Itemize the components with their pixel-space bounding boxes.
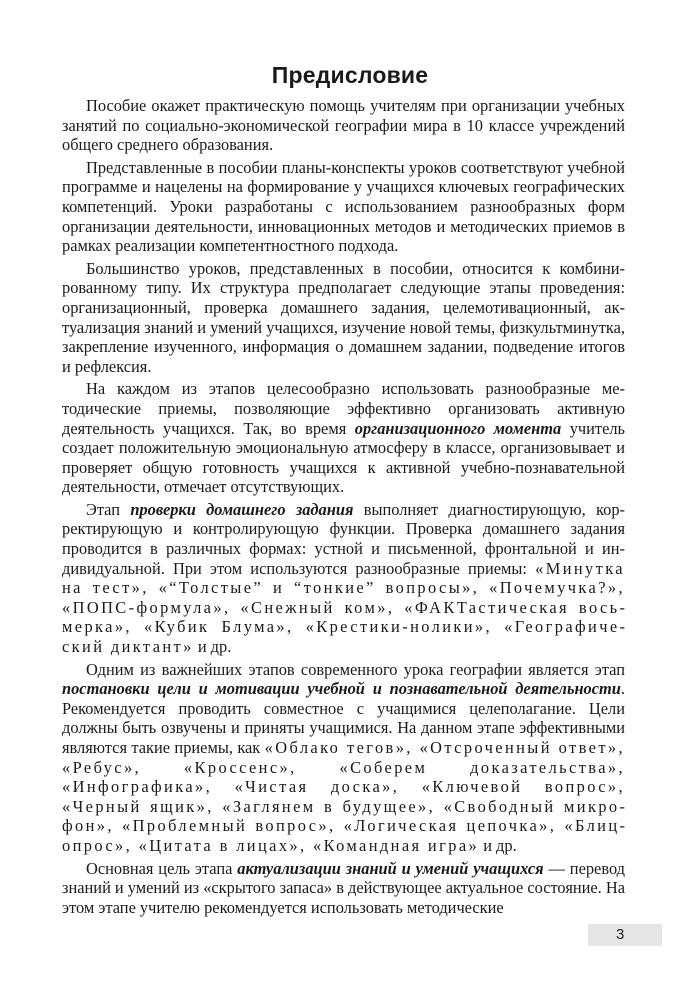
- paragraph-7: [62, 859, 625, 918]
- paragraph-6: [62, 660, 625, 856]
- paragraph-6-emphasis: постановки цели и мотивации учебной и познавательной деятельности: [62, 679, 621, 699]
- preface-body: [62, 96, 625, 917]
- paragraph-6-tail: и др.: [479, 835, 517, 855]
- paragraph-1: Пособие окажет практическую помощь учителям при организации учебных занятий по социально-экономической географии мира в 10 классе учреждений общего среднего образования.: [62, 96, 625, 155]
- paragraph-4-emphasis: организационного момента: [354, 418, 562, 438]
- paragraph-6-text-middle: . Рекомендуется проводить совместное с учащимися целеполагание. Цели должны быть озвучены и приняты учащимися. На данном этапе эффективными являются такие приемы, как: [62, 679, 625, 757]
- page-title: Предисловие: [271, 62, 429, 88]
- paragraph-4: [62, 379, 625, 497]
- page-number-box: [588, 924, 662, 946]
- paragraph-7-text-after: — перевод знаний и умений из «скрытого запаса» в действующее актуальное состояние. На этом этапе учителю рекомендуется использовать методические: [62, 858, 626, 917]
- paragraph-5-text-before: Этап: [86, 499, 131, 519]
- paragraph-6-techniques: «Облако тегов», «Отсроченный ответ», «Ребус», «Кроссенс», «Соберем доказательства», «Инфографика», «Чистая доска», «Ключевой вопрос», «Черный ящик», «Заглянем в будущее», «Свободный микрофон», «Проблемный вопрос», «Логическая цепочка», «Блицопрос», «Цитата в лицах», «Командная игра»: [62, 738, 625, 855]
- paragraph-5-text-after: выполняет диагностирующую, корректирующую и контролирующую функции. Проверка домашнего задания проводится в различных формах: устной и письменной, фронтальной и индивидуальной. При этом используются разнообразные приемы:: [62, 499, 625, 578]
- page-number: 3: [616, 926, 625, 943]
- paragraph-5-tail: и др.: [193, 637, 232, 657]
- paragraph-4-text-after: учитель создает положительную эмоциональную атмосферу в классе, организовывает и проверяет общую готовность учащихся к активной учебно-познавательной деятельности, отмечает отсутствующих.: [62, 418, 625, 497]
- paragraph-5-techniques: «Минутка на тест», «“Толстые” и “тонкие” вопросы», «Почемучка?», «ПОПС-формула», «Снежный ком», «ФАКТастическая восьмерка», «Кубик Блума», «Крестики-нолики», «Географический диктант»: [62, 558, 625, 657]
- paragraph-4-text-before: На каждом из этапов целесообразно использовать разнообразные методические приемы, позволяющие эффективно организовать активную деятельность учащихся. Так, во время: [62, 379, 625, 438]
- paragraph-7-text-before: Основная цель этапа: [86, 858, 238, 878]
- paragraph-7-emphasis: актуализации знаний и умений учащихся: [237, 858, 544, 878]
- paragraph-3: Большинство уроков, представленных в пособии, относится к комбинированному типу. Их структура предполагает следующие этапы проведения: организационный, проверка домашнего задания, целемотивационный, актуализация знаний и умений учащихся, изучение новой темы, физкультминутка, закрепление изученного, информация о домашнем задании, подведение итогов и рефлексия.: [62, 258, 625, 376]
- paragraph-6-text-before: Одним из важнейших этапов современного урока географии является этап: [86, 659, 625, 679]
- paragraph-2: Представленные в пособии планы-конспекты уроков соответствуют учебной программе и нацелены на формирование у учащихся ключевых географических компетенций. Уроки разработаны с использованием разнообразных форм организации деятельности, инновационных методов и методических приемов в рамках реализации компетентностного подхода.: [62, 157, 625, 256]
- paragraph-5-emphasis: проверки домашнего задания: [130, 499, 354, 519]
- paragraph-5: [62, 500, 625, 657]
